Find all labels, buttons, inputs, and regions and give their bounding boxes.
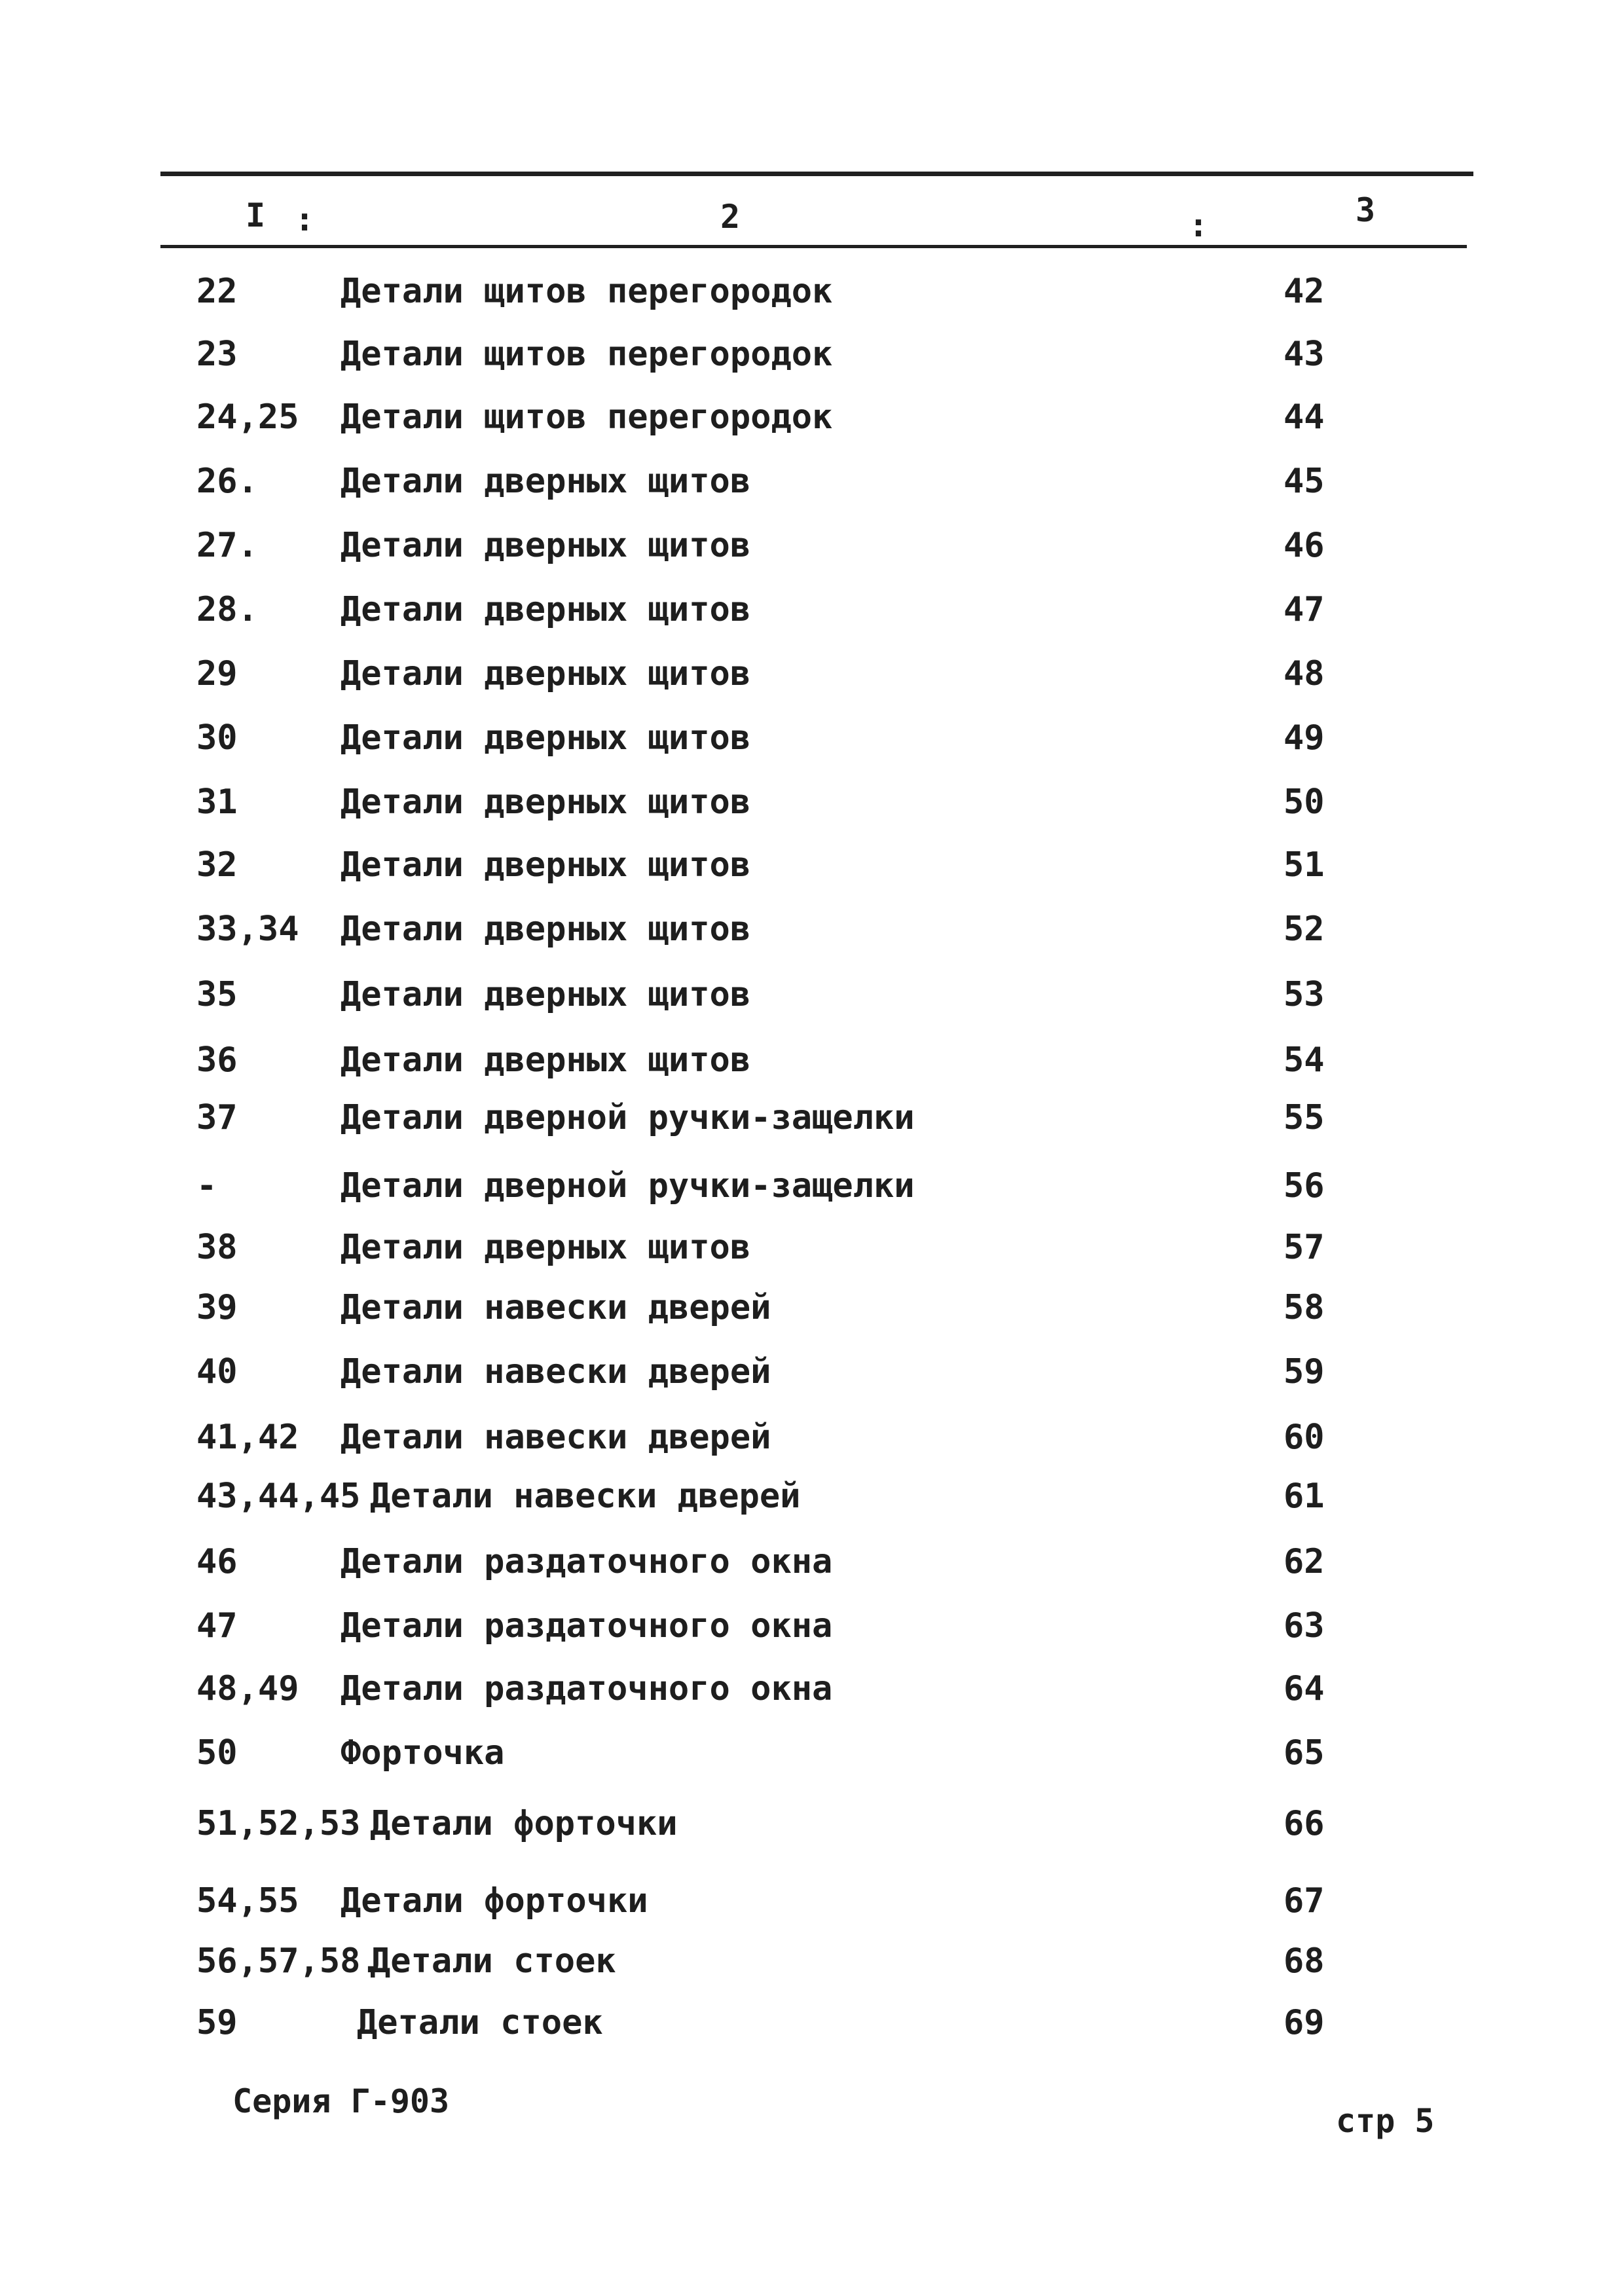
row-number: 31 (196, 782, 238, 822)
row-number: 51,52,53 (196, 1804, 361, 1843)
header-col1: I (246, 196, 266, 234)
row-description: Детали дверных щитов (341, 975, 751, 1014)
table-row (0, 1088, 1624, 1147)
row-number: 46 (196, 1542, 238, 1581)
table-row (0, 1596, 1624, 1655)
row-number: 40 (196, 1352, 238, 1391)
row-number: 30 (196, 718, 238, 758)
row-page: 68 (1283, 1942, 1325, 1981)
row-page: 46 (1283, 526, 1325, 565)
row-number: 47 (196, 1606, 238, 1646)
table-row (0, 1871, 1624, 1930)
table-row (0, 262, 1624, 321)
table-row (0, 1408, 1624, 1467)
row-description: Детали форточки (341, 1881, 648, 1921)
row-number: 43,44,45 (196, 1477, 361, 1516)
row-description: Детали форточки (370, 1804, 678, 1843)
row-description: Детали дверной ручки-защелки (341, 1098, 915, 1137)
row-page: 69 (1283, 2003, 1325, 2042)
table-row (0, 1659, 1624, 1718)
row-number: 33,34 (196, 910, 299, 949)
table-row (0, 1342, 1624, 1401)
row-description: Детали дверной ручки-защелки (341, 1166, 915, 1205)
table-row (0, 836, 1624, 894)
row-description: Детали дверных щитов (341, 910, 751, 949)
row-description: Детали раздаточного окна (341, 1669, 833, 1708)
table-row (0, 900, 1624, 959)
row-number: 26. (196, 462, 258, 501)
row-number: 24,25 (196, 397, 299, 437)
row-page: 59 (1283, 1352, 1325, 1391)
row-page: 50 (1283, 782, 1325, 822)
row-number: 37 (196, 1098, 238, 1137)
row-number: 56,57,58. (196, 1942, 381, 1981)
table-row (0, 1794, 1624, 1853)
row-page: 67 (1283, 1881, 1325, 1921)
header-rule (160, 245, 1467, 248)
row-description: Детали дверных щитов (341, 845, 751, 885)
row-page: 61 (1283, 1477, 1325, 1516)
row-number: 50 (196, 1733, 238, 1773)
row-page: 66 (1283, 1804, 1325, 1843)
header-sep-1: : (295, 200, 315, 238)
row-description: Детали дверных щитов (341, 782, 751, 822)
table-row (0, 965, 1624, 1024)
row-description: Детали дверных щитов (341, 1040, 751, 1080)
row-number: 48,49 (196, 1669, 299, 1708)
row-page: 51 (1283, 845, 1325, 885)
table-row (0, 709, 1624, 767)
row-number: 32 (196, 845, 238, 885)
row-page: 58 (1283, 1288, 1325, 1327)
row-description: Детали щитов перегородок (341, 335, 833, 374)
table-row (0, 325, 1624, 384)
row-number: 59 (196, 2003, 238, 2042)
row-page: 43 (1283, 335, 1325, 374)
row-description: Детали дверных щитов (341, 526, 751, 565)
row-page: 62 (1283, 1542, 1325, 1581)
row-page: 57 (1283, 1228, 1325, 1267)
table-row (0, 580, 1624, 639)
row-description: Детали дверных щитов (341, 590, 751, 629)
row-number: - (196, 1166, 217, 1205)
row-page: 49 (1283, 718, 1325, 758)
row-number: 35 (196, 975, 238, 1014)
row-number: 38 (196, 1228, 238, 1267)
row-page: 63 (1283, 1606, 1325, 1646)
row-description: Детали дверных щитов (341, 718, 751, 758)
table-row (0, 1467, 1624, 1526)
row-page: 56 (1283, 1166, 1325, 1205)
row-page: 53 (1283, 975, 1325, 1014)
row-description: Детали дверных щитов (341, 654, 751, 693)
row-description: Детали навески дверей (341, 1418, 771, 1457)
row-page: 64 (1283, 1669, 1325, 1708)
row-description: Детали раздаточного окна (341, 1606, 833, 1646)
header-sep-2: : (1189, 206, 1209, 244)
table-row (0, 388, 1624, 447)
top-rule (160, 172, 1473, 176)
table-row (0, 1723, 1624, 1782)
row-page: 65 (1283, 1733, 1325, 1773)
row-description: Форточка (341, 1733, 505, 1773)
table-row (0, 1031, 1624, 1090)
table-row (0, 1532, 1624, 1591)
row-number: 29 (196, 654, 238, 693)
row-number: 28. (196, 590, 258, 629)
table-row (0, 1932, 1624, 1991)
row-description: Детали стоек (370, 1942, 616, 1981)
header-col3: 3 (1356, 191, 1376, 229)
page-number-label: стр 5 (1336, 2102, 1435, 2140)
table-row (0, 773, 1624, 832)
row-number: 22 (196, 272, 238, 311)
table-row (0, 1156, 1624, 1215)
row-page: 42 (1283, 272, 1325, 311)
row-page: 60 (1283, 1418, 1325, 1457)
row-page: 44 (1283, 397, 1325, 437)
row-number: 36 (196, 1040, 238, 1080)
table-row (0, 1993, 1624, 2052)
table-row (0, 1218, 1624, 1277)
row-page: 48 (1283, 654, 1325, 693)
table-row (0, 644, 1624, 703)
row-page: 55 (1283, 1098, 1325, 1137)
row-number: 23 (196, 335, 238, 374)
row-description: Детали дверных щитов (341, 462, 751, 501)
row-page: 47 (1283, 590, 1325, 629)
row-description: Детали стоек (357, 2003, 603, 2042)
row-description: Детали навески дверей (341, 1352, 771, 1391)
row-description: Детали навески дверей (370, 1477, 801, 1516)
row-number: 27. (196, 526, 258, 565)
row-number: 41,42 (196, 1418, 299, 1457)
row-description: Детали щитов перегородок (341, 397, 833, 437)
row-description: Детали навески дверей (341, 1288, 771, 1327)
row-number: 54,55 (196, 1881, 299, 1921)
table-row (0, 452, 1624, 511)
row-page: 54 (1283, 1040, 1325, 1080)
row-number: 39 (196, 1288, 238, 1327)
header-col2: 2 (720, 198, 741, 236)
table-row (0, 516, 1624, 575)
row-description: Детали щитов перегородок (341, 272, 833, 311)
row-description: Детали дверных щитов (341, 1228, 751, 1267)
table-row (0, 1278, 1624, 1337)
row-description: Детали раздаточного окна (341, 1542, 833, 1581)
row-page: 45 (1283, 462, 1325, 501)
row-page: 52 (1283, 910, 1325, 949)
series-label: Серия Г-903 (232, 2082, 450, 2120)
